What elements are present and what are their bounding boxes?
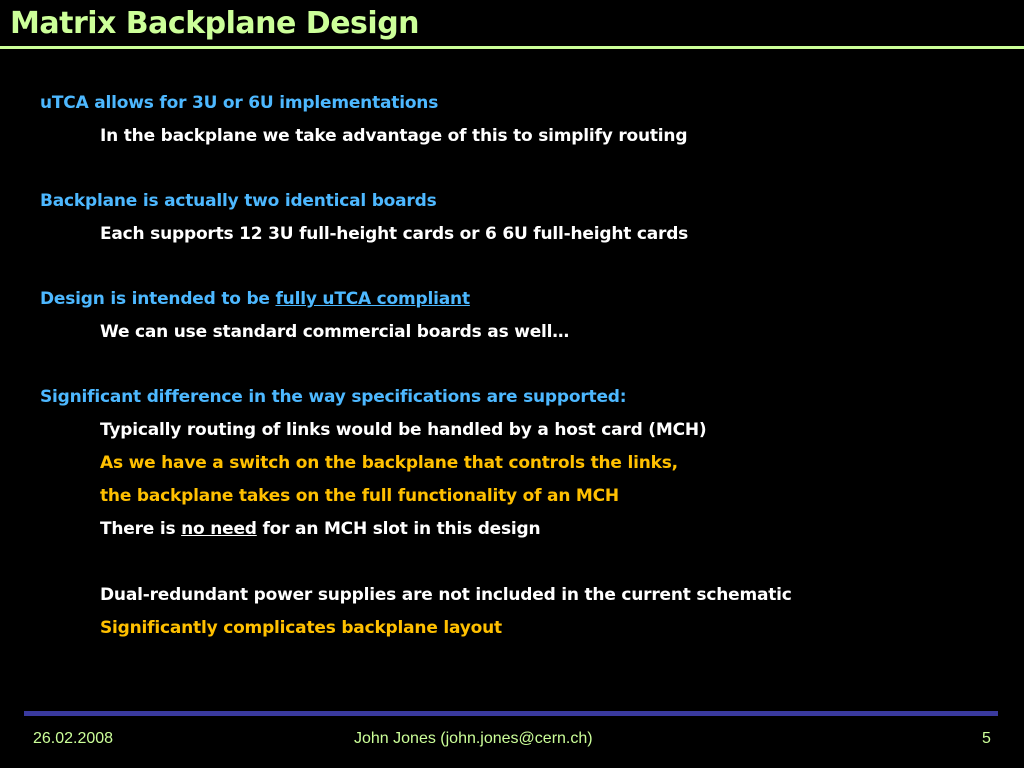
no-need-emphasis: no need [181,519,257,539]
bullet-sub-card-support: Each supports 12 3U full-height cards or 6 6U full-height cards [100,224,689,244]
compliance-link[interactable]: fully uTCA compliant [275,289,470,309]
footer-author: John Jones (john.jones@cern.ch) [354,730,593,747]
slide-title: Matrix Backplane Design [10,6,420,41]
bullet-heading-specifications: Significant difference in the way specifications are supported: [40,387,627,407]
bullet-heading-utca-sizes: uTCA allows for 3U or 6U implementations [40,93,439,113]
footer-page-number: 5 [982,730,991,747]
compliance-prefix: Design is intended to be [40,289,276,309]
bullet-sub-mch-functionality: the backplane takes on the full functionality of an MCH [100,486,619,506]
bullet-heading-compliance [40,288,470,310]
footer-divider [24,711,998,716]
bullet-sub-commercial-boards: We can use standard commercial boards as well… [100,322,570,342]
bullet-sub-switch-backplane: As we have a switch on the backplane that controls the links, [100,453,678,473]
footer-date: 26.02.2008 [33,730,114,747]
no-mch-suffix: for an MCH slot in this design [256,519,541,539]
no-mch-prefix: There is [100,519,182,539]
bullet-sub-power-supplies: Dual-redundant power supplies are not included in the current schematic [100,585,792,605]
bullet-sub-no-mch-slot [100,518,540,540]
bullet-sub-layout-complexity: Significantly complicates backplane layout [100,618,502,638]
bullet-sub-routing: In the backplane we take advantage of this to simplify routing [100,126,688,146]
bullet-sub-mch-routing: Typically routing of links would be handled by a host card (MCH) [100,420,707,440]
bullet-heading-two-boards: Backplane is actually two identical boards [40,191,437,211]
title-divider [0,46,1024,49]
